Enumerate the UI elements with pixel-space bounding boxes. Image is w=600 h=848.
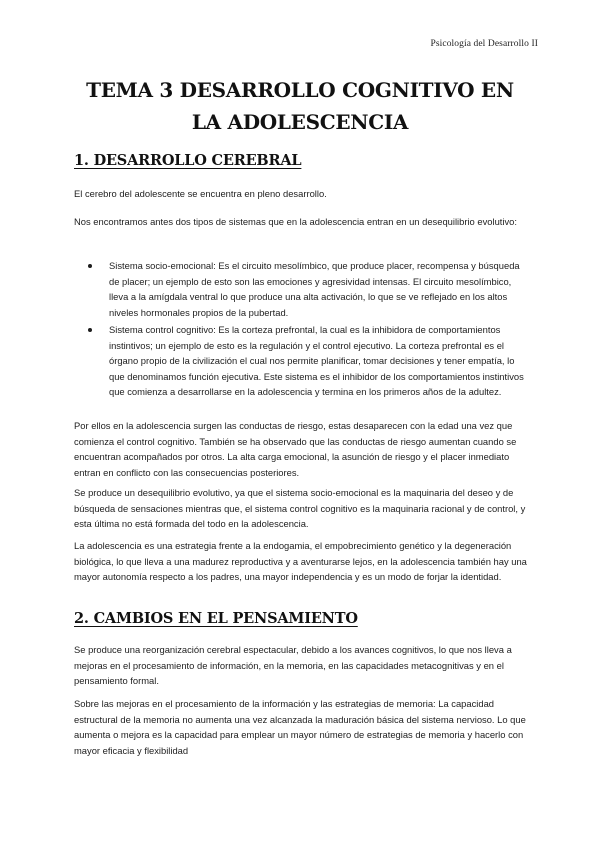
paragraph-desequilibrio: Se produce un desequilibrio evolutivo, ya que el sistema socio-emocional es la maquinaria del deseo y de búsqueda de sensaciones mientras que, el sistema control cognitivo es la maquinaria racional y de control, y esta última no está formada del todo en la adolescencia. bbox=[74, 487, 526, 530]
bullet-dot bbox=[88, 328, 92, 332]
bullet-text: Sistema socio-emocional: Es el circuito mesolímbico, que produce placer, recompensa y búsqueda de placer; un ejemplo de esto son las emociones y agresividad intensas. El circuito mesolímbico, lleva a la amígdala ventral lo que produce una alta activación, lo que se ve reflejado en los altos niveles hormonales propios de la pubertad. bbox=[109, 260, 520, 318]
bullet-text: Sistema control cognitivo: Es la corteza prefrontal, la cual es la inhibidora de comportamientos instintivos; un ejemplo de esto es la regulación y el control ejecutivo. La corteza prefrontal es el órgano propio de la civilización el cual nos permite planificar, tomar decisiones y tener empatía, lo que denominamos función ejecutiva. Este sistema es el inhibidor de los comportamientos instintivos que comienza a desarrollarse en la adolescencia y termina en los primeros años de la adultez. bbox=[109, 324, 524, 398]
bullet-dot bbox=[88, 264, 92, 268]
paragraph-intro: El cerebro del adolescente se encuentra en pleno desarrollo. bbox=[74, 188, 327, 199]
paragraph-memoria: Sobre las mejoras en el procesamiento de la información y las estrategias de memoria: La capacidad estructural de la memoria no aumenta una vez alcanzada la maduración básica del sistema nervioso. Lo que aumenta o mejora es la capacidad para emplear un mayor número de estrategias de memoria y hacerlo con mayor eficacia y flexibilidad bbox=[74, 698, 526, 756]
document-title: TEMA 3 DESARROLLO COGNITIVO EN LA ADOLESCENCIA bbox=[86, 78, 514, 134]
paragraph-conductas-riesgo: Por ellos en la adolescencia surgen las conductas de riesgo, estas desaparecen con la edad una vez que comienza el control cognitivo. También se ha observado que las conductas de riesgo aumentan cuando se encuentran acompañados por otros. La alta carga emocional, la asunción de riesgo y el placer inmediato entran en conflicto con las consecuencias posteriores. bbox=[74, 420, 517, 478]
paragraph-reorganizacion: Se produce una reorganización cerebral espectacular, debido a los avances cognitivos, lo que nos lleva a mejoras en el procesamiento de información, en la memoria, en las capacidades metacognitivas y en el pensamiento formal. bbox=[74, 644, 512, 687]
section-heading-desarrollo-cerebral: 1. DESARROLLO CEREBRAL bbox=[74, 152, 302, 169]
paragraph-endogamia: La adolescencia es una estrategia frente a la endogamia, el empobrecimiento genético y la degeneración biológica, lo que lleva a una madurez reproductiva y a aventurarse lejos, en la adolescencia también hay una mayor autonomía respecto a los padres, una mayor independencia y es un modo de forjar la identidad. bbox=[74, 540, 527, 583]
bullet-item-socio-emocional bbox=[88, 258, 530, 320]
bullet-item-control-cognitivo bbox=[88, 322, 530, 400]
section-heading-cambios-pensamiento: 2. CAMBIOS EN EL PENSAMIENTO bbox=[74, 610, 358, 627]
running-header: Psicología del Desarrollo II bbox=[430, 39, 538, 49]
paragraph-systems-intro: Nos encontramos antes dos tipos de sistemas que en la adolescencia entran en un desequilibrio evolutivo: bbox=[74, 216, 517, 227]
